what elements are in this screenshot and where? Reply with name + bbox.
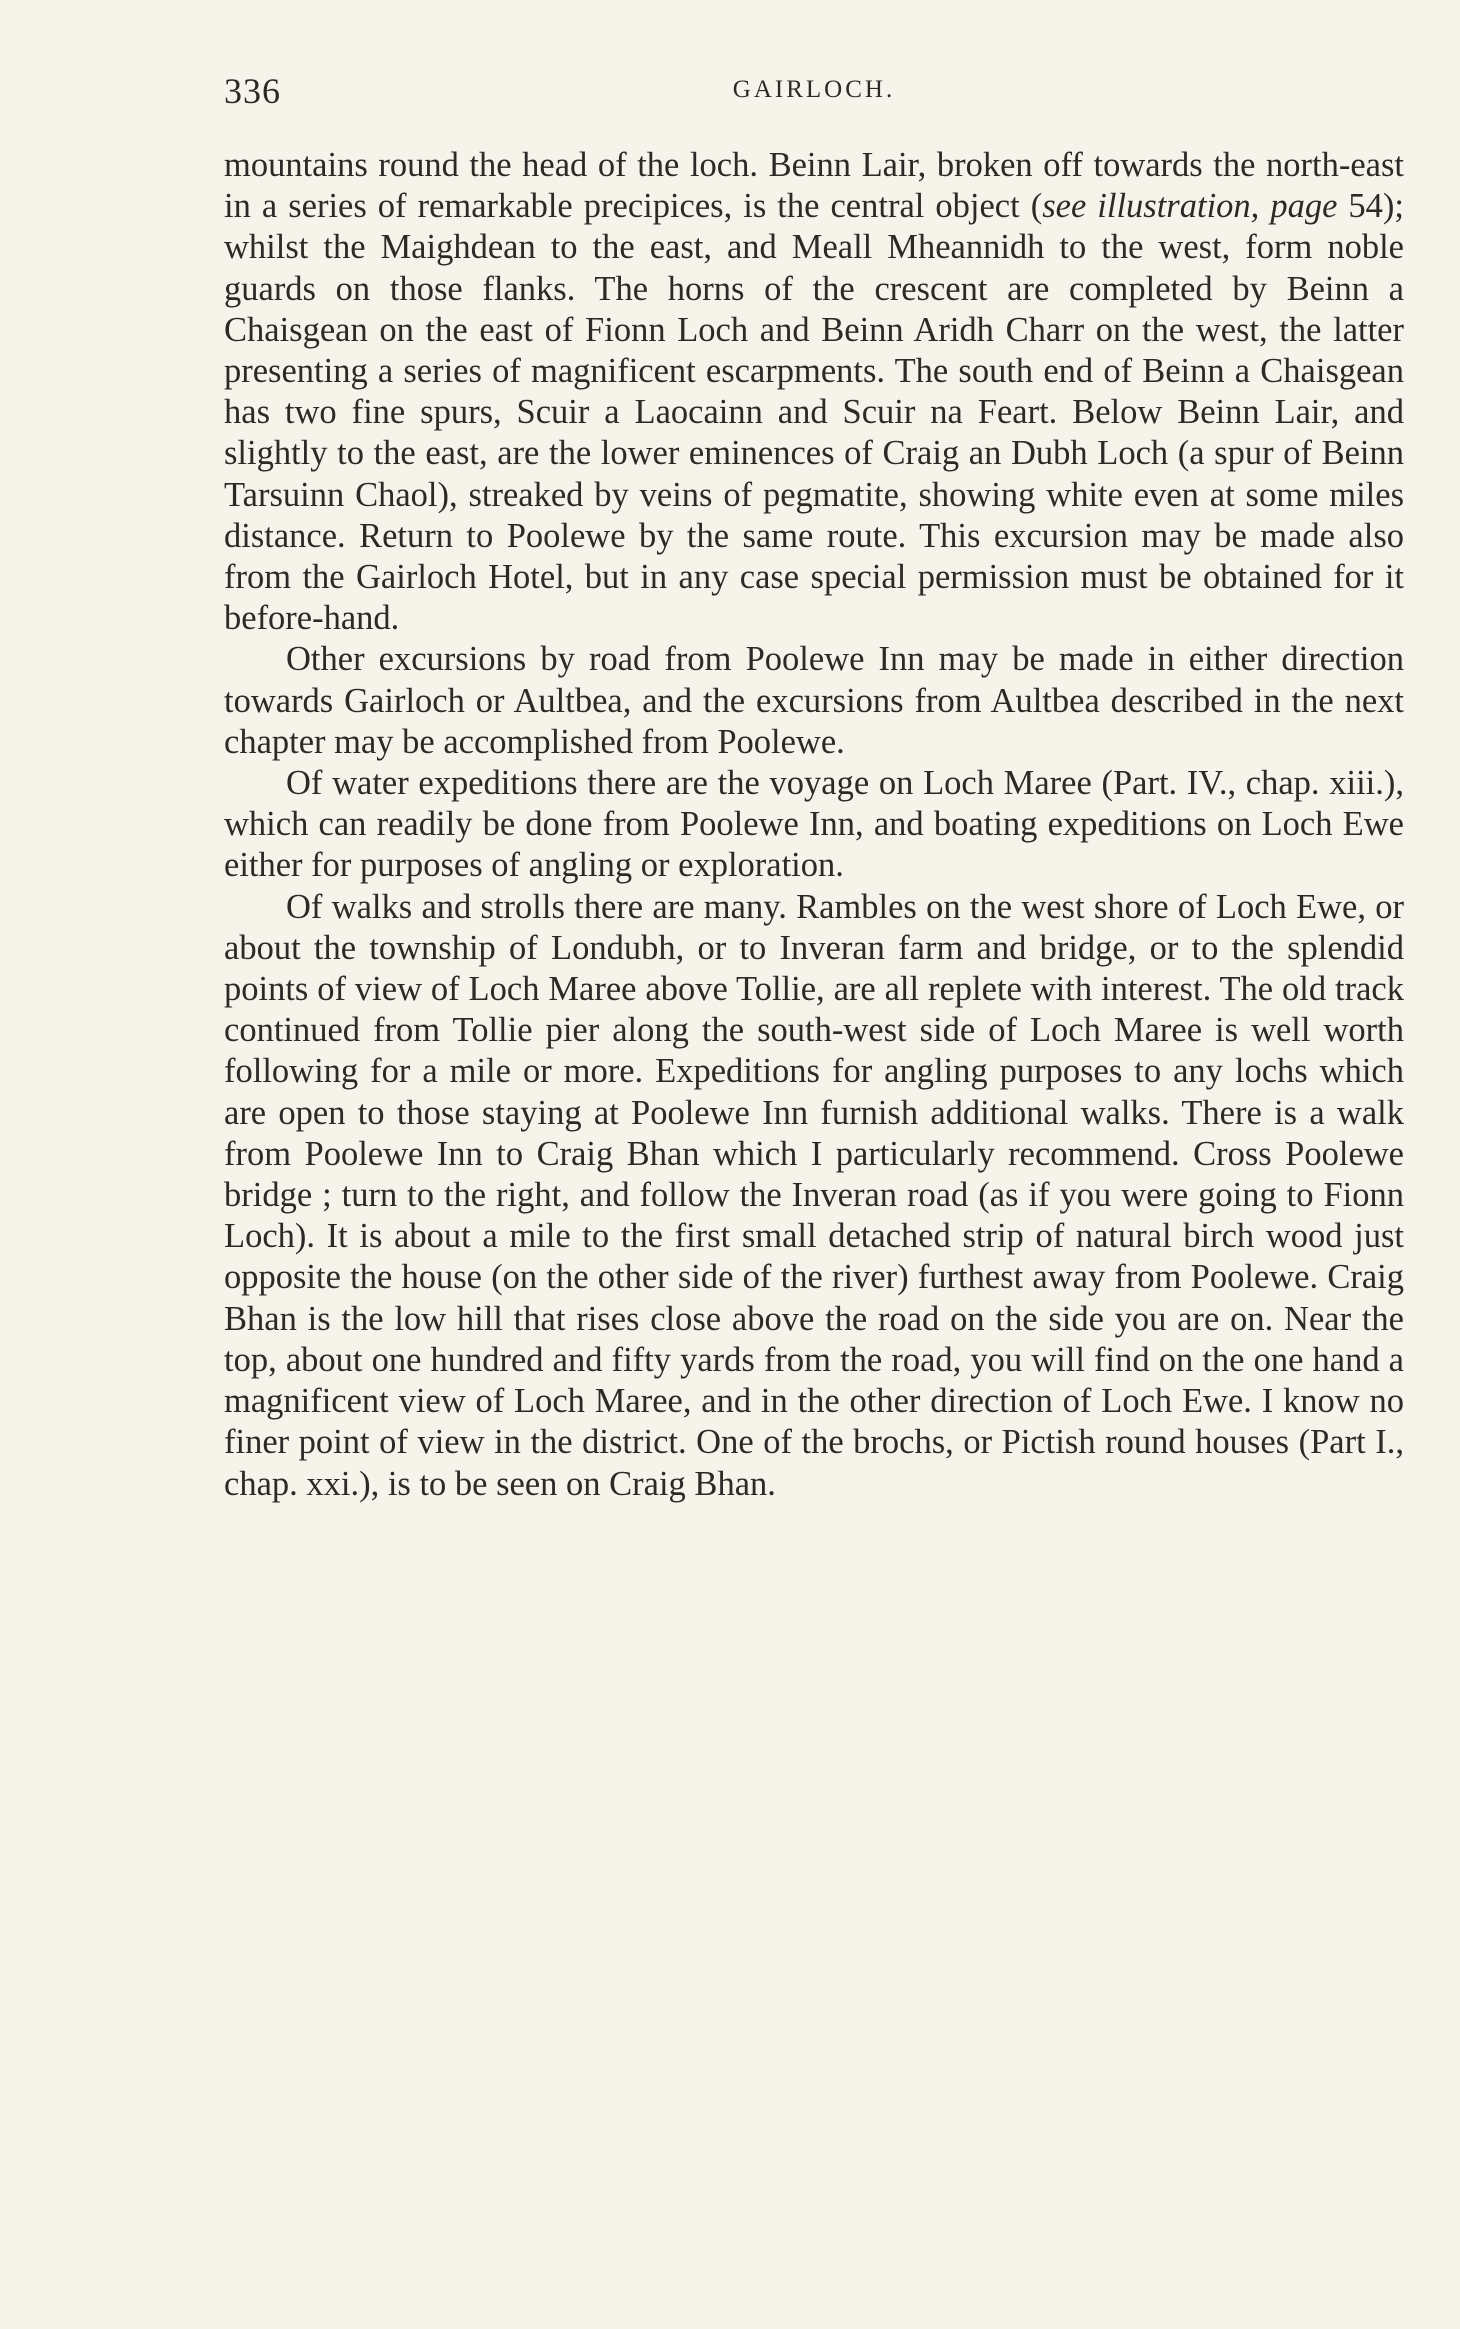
page-header bbox=[224, 70, 1404, 120]
paragraph-3: Of water expeditions there are the voyage on Loch Maree (Part. IV., chap. xiii.), which can readily be done from Poolewe Inn, and boating expeditions on Loch Ewe either for purposes of angling or exploration. bbox=[224, 764, 1404, 885]
paragraph-1-text-b: 54); whilst the Maighdean to the east, and Meall Mheannidh to the west, form noble guards on those flanks. The horns of the crescent are completed by Beinn a Chaisgean on the east of Fionn Loch and Beinn Aridh Charr on the west, the latter presenting a series of magnificent escarpments. The south end of Beinn a Chaisgean has two fine spurs, Scuir a Laocainn and Scuir na Feart. Below Beinn Lair, and slightly to the east, are the lower eminences of Craig an Dubh Loch (a spur of Beinn Tarsuinn Chaol), streaked by veins of pegmatite, showing white even at some miles distance. Return to Poolewe by the same route. This excursion may be made also from the Gairloch Hotel, but in any case special permission must be obtained for it before-hand. bbox=[224, 187, 1405, 638]
illustration-reference: see illustration, page bbox=[1042, 187, 1338, 226]
running-title: GAIRLOCH. bbox=[732, 76, 896, 103]
paragraph-2: Other excursions by road from Poolewe Inn may be made in either direction towards Gairloch or Aultbea, and the excursions from Aultbea described in the next chapter may be accomplished from Poolewe. bbox=[224, 640, 1404, 761]
paragraph-1 bbox=[224, 145, 1404, 639]
body-text bbox=[224, 145, 1404, 1505]
paragraph-4: Of walks and strolls there are many. Rambles on the west shore of Loch Ewe, or about the township of Londubh, or to Inveran farm and bridge, or to the splendid points of view of Loch Maree above Tollie, are all replete with interest. The old track continued from Tollie pier along the south-west side of Loch Maree is well worth following for a mile or more. Expeditions for angling purposes to any lochs which are open to those staying at Poolewe Inn furnish additional walks. There is a walk from Poolewe Inn to Craig Bhan which I particularly recommend. Cross Poolewe bridge ; turn to the right, and follow the Inveran road (as if you were going to Fionn Loch). It is about a mile to the first small detached strip of natural birch wood just opposite the house (on the other side of the river) furthest away from Poolewe. Craig Bhan is the low hill that rises close above the road on the side you are on. Near the top, about one hundred and fifty yards from the road, you will find on the one hand a magnificent view of Loch Maree, and in the other direction of Loch Ewe. I know no finer point of view in the district. One of the brochs, or Pictish round houses (Part I., chap. xxi.), is to be seen on Craig Bhan. bbox=[224, 887, 1404, 1503]
paragraph-1-text-a: mountains round the head of the loch. Beinn Lair, broken off towards the north-east in a series of remarkable precipices, is the central object ( bbox=[224, 146, 1404, 226]
page-number: 336 bbox=[224, 71, 281, 111]
